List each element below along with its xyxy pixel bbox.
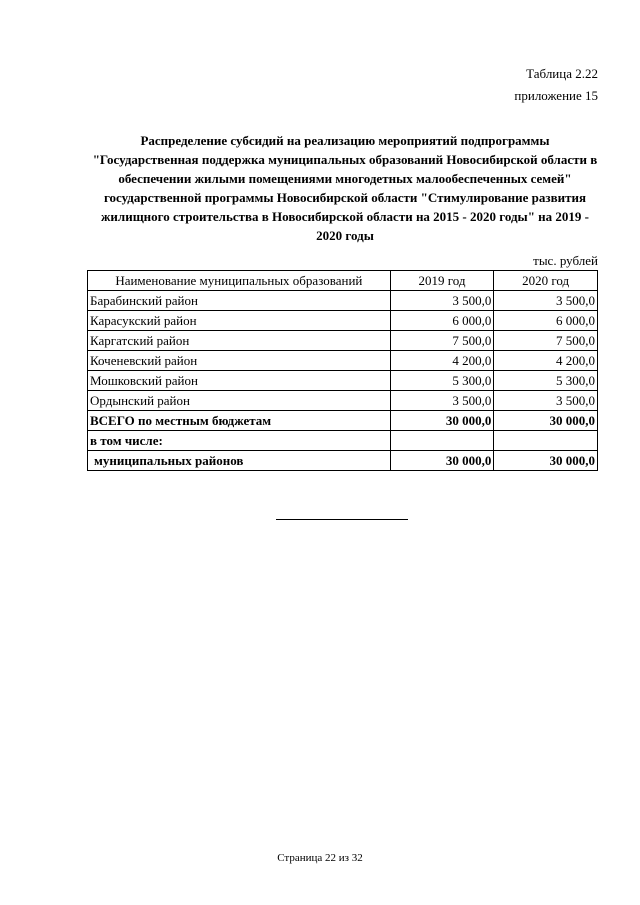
row-value-2020: 3 500,0 — [494, 291, 598, 311]
row-value-2020: 3 500,0 — [494, 391, 598, 411]
table-row — [88, 351, 598, 371]
row-value-2019: 6 000,0 — [390, 311, 494, 331]
row-value-2019 — [390, 431, 494, 451]
row-name: Карасукский район — [88, 311, 391, 331]
table-row — [88, 311, 598, 331]
column-header-2019: 2019 год — [390, 271, 494, 291]
row-value-2020: 5 300,0 — [494, 371, 598, 391]
row-value-2020 — [494, 431, 598, 451]
appendix-label: приложение 15 — [514, 88, 598, 103]
row-value-2020: 7 500,0 — [494, 331, 598, 351]
table-reference — [514, 63, 598, 107]
subsidy-table — [87, 270, 598, 471]
table-row — [88, 291, 598, 311]
row-name: Коченевский район — [88, 351, 391, 371]
separator-line — [276, 519, 408, 520]
row-value-2020: 6 000,0 — [494, 311, 598, 331]
column-header-2020: 2020 год — [494, 271, 598, 291]
row-value-2019: 30 000,0 — [390, 411, 494, 431]
row-name: Барабинский район — [88, 291, 391, 311]
unit-label: тыс. рублей — [533, 253, 598, 268]
row-name: Ордынский район — [88, 391, 391, 411]
subheading-row — [88, 431, 598, 451]
row-name: муниципальных районов — [88, 451, 391, 471]
row-value-2019: 5 300,0 — [390, 371, 494, 391]
row-value-2020: 30 000,0 — [494, 411, 598, 431]
row-name: Мошковский район — [88, 371, 391, 391]
table-row — [88, 371, 598, 391]
row-value-2019: 4 200,0 — [390, 351, 494, 371]
row-value-2019: 7 500,0 — [390, 331, 494, 351]
row-name: в том числе: — [88, 431, 391, 451]
page-number: Страница 22 из 32 — [277, 852, 363, 864]
column-header-name: Наименование муниципальных образований — [88, 271, 391, 291]
table-row — [88, 331, 598, 351]
table-header-row — [88, 271, 598, 291]
row-value-2019: 3 500,0 — [390, 391, 494, 411]
table-row — [88, 391, 598, 411]
row-value-2019: 30 000,0 — [390, 451, 494, 471]
row-name: ВСЕГО по местным бюджетам — [88, 411, 391, 431]
row-value-2019: 3 500,0 — [390, 291, 494, 311]
row-name: Каргатский район — [88, 331, 391, 351]
table-number: Таблица 2.22 — [526, 66, 598, 81]
document-title: Распределение субсидий на реализацию мероприятий подпрограммы "Государственная поддержка муниципальных образований Новосибирской области в обеспечении жилыми помещениями многодетных малообеспеченных семей" государственной программы Новосибирской области "Стимулирование развития жилищного строительства в Новосибирской области на 2015 - 2020 годы" на 2019 - 2020 годы — [92, 133, 598, 243]
row-value-2020: 30 000,0 — [494, 451, 598, 471]
row-value-2020: 4 200,0 — [494, 351, 598, 371]
total-row — [88, 411, 598, 431]
subtotal-row — [88, 451, 598, 471]
